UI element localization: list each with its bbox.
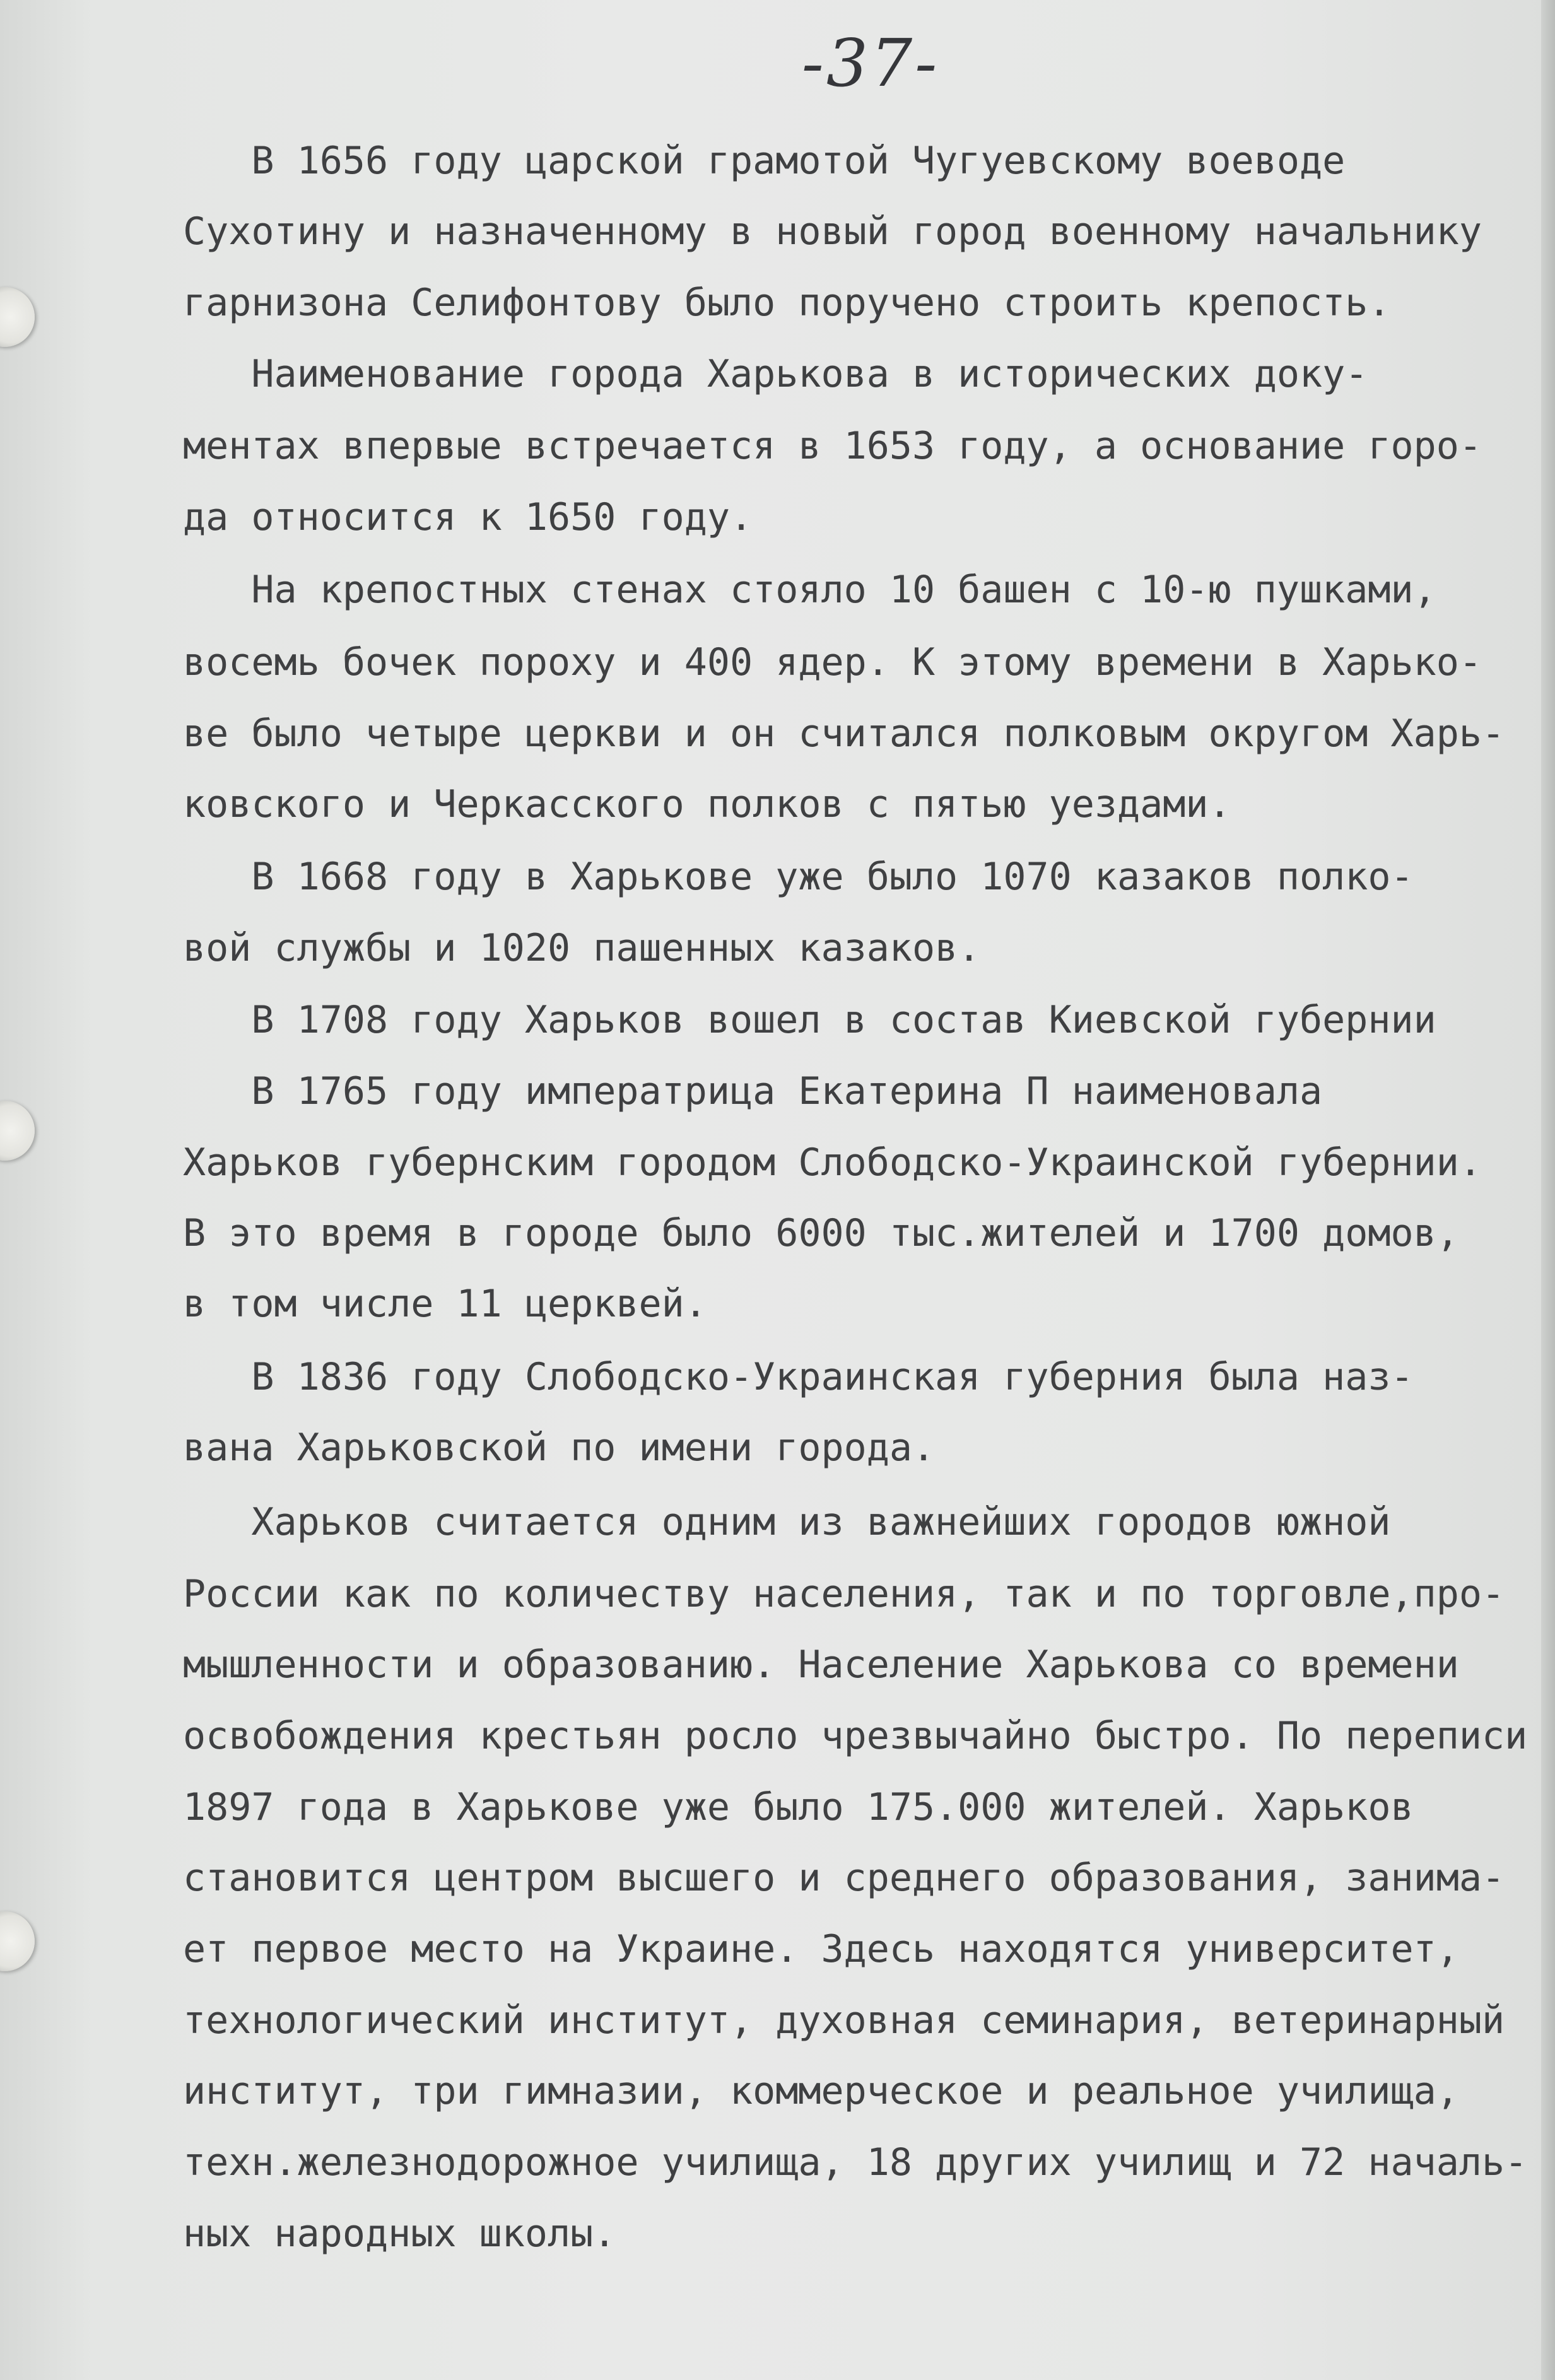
text-line: В 1765 году императрица Екатерина П наименовала (183, 1069, 1323, 1113)
text-line: В 1656 году царской грамотой Чугуевскому воеводе (183, 139, 1346, 183)
text-line: гарнизона Селифонтову было поручено строить крепость. (183, 281, 1391, 325)
text-line: в том числе 11 церквей. (183, 1282, 707, 1326)
binder-hole-middle (0, 1101, 35, 1161)
text-line: вой службы и 1020 пашенных казаков. (183, 926, 981, 970)
text-line: Харьков считается одним из важнейших городов южной (183, 1500, 1391, 1544)
text-line: В 1836 году Слободско-Украинская губерния была наз- (183, 1355, 1414, 1399)
text-line: Сухотину и назначенному в новый город военному начальнику (183, 209, 1482, 254)
text-line: вана Харьковской по имени города. (183, 1426, 936, 1470)
text-line: Харьков губернским городом Слободско-Украинской губернии. (183, 1140, 1482, 1185)
text-line: 1897 года в Харькове уже было 175.000 жителей. Харьков (183, 1785, 1414, 1829)
text-line: России как по количеству населения, так и по торговле,про- (183, 1572, 1505, 1616)
text-line: освобождения крестьян росло чрезвычайно быстро. По переписи (183, 1714, 1528, 1758)
page-edge-shadow (1541, 0, 1555, 2380)
text-line: ет первое место на Украине. Здесь находятся университет, (183, 1927, 1459, 1971)
text-line: В 1708 году Харьков вошел в состав Киевской губернии (183, 998, 1436, 1042)
text-line: Наименование города Харькова в исторических доку- (183, 352, 1368, 396)
text-line: ментах впервые встречается в 1653 году, а основание горо- (183, 424, 1482, 468)
text-line: ковского и Черкасского полков с пятью уездами. (183, 782, 1231, 826)
text-line: да относится к 1650 году. (183, 495, 753, 539)
text-line: В 1668 году в Харькове уже было 1070 казаков полко- (183, 855, 1414, 899)
text-line: ных народных школы. (183, 2212, 616, 2256)
text-line: ве было четыре церкви и он считался полковым округом Харь- (183, 712, 1505, 756)
text-line: мышленности и образованию. Население Харькова со времени (183, 1643, 1459, 1687)
text-line: восемь бочек пороху и 400 ядер. К этому времени в Харько- (183, 640, 1482, 684)
text-line: На крепостных стенах стояло 10 башен с 10-ю пушками, (183, 568, 1436, 612)
text-line: В это время в городе было 6000 тыс.жителей и 1700 домов, (183, 1211, 1459, 1255)
text-line: техн.железнодорожное училища, 18 других училищ и 72 началь- (183, 2140, 1528, 2184)
text-line: становится центром высшего и среднего образования, занима- (183, 1856, 1505, 1900)
binder-hole-bottom (0, 1911, 35, 1971)
binder-hole-top (0, 287, 35, 347)
text-line: технологический институт, духовная семинария, ветеринарный (183, 1998, 1505, 2043)
page-number: -37- (801, 25, 940, 102)
text-line: институт, три гимназии, коммерческое и реальное училища, (183, 2069, 1459, 2113)
